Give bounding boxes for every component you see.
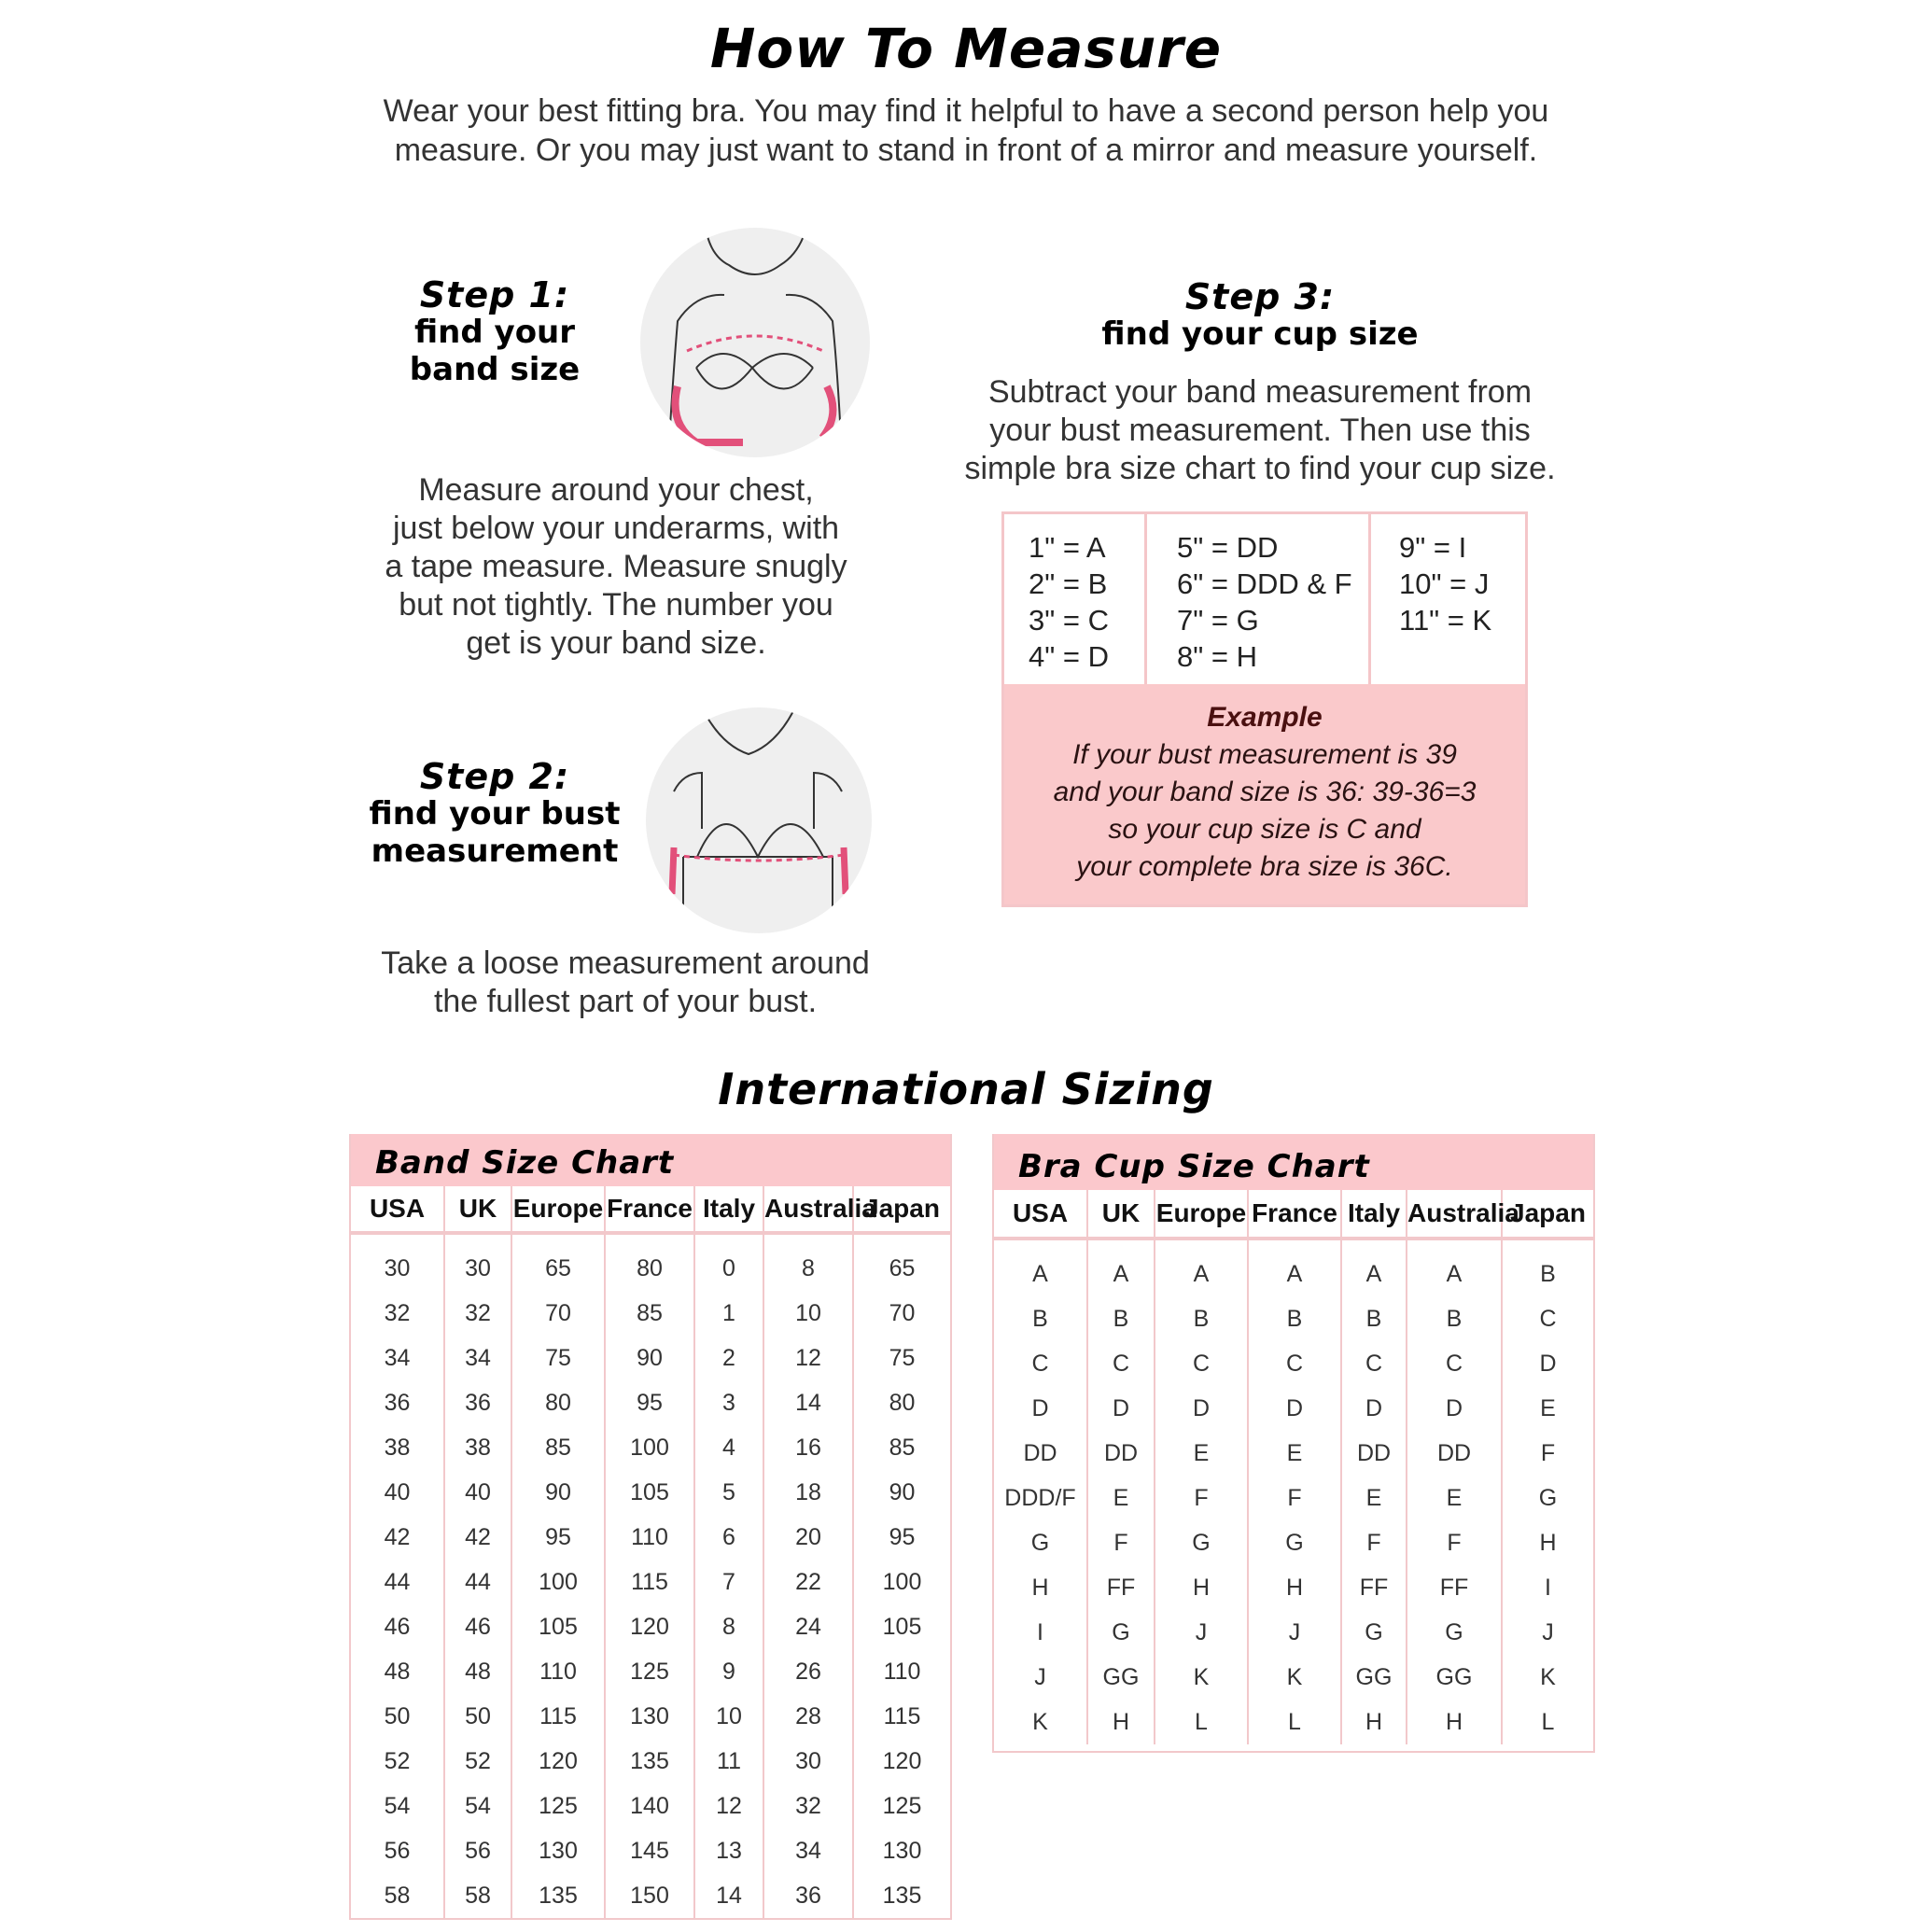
bust-measure-illustration (646, 707, 872, 933)
table-cell: 120 (511, 1739, 605, 1784)
table-cell: 2 (694, 1336, 763, 1380)
table-cell: 75 (853, 1336, 950, 1380)
table-cell: A (1155, 1252, 1248, 1296)
table-cell: F (1248, 1476, 1341, 1520)
column-header: Europe (1155, 1190, 1248, 1239)
table-cell: 130 (853, 1828, 950, 1873)
column-header: France (1248, 1190, 1341, 1239)
page-title: How To Measure (709, 17, 1223, 80)
table-cell: 145 (605, 1828, 694, 1873)
table-cell: H (1407, 1700, 1502, 1744)
table-cell: 3 (694, 1380, 763, 1425)
table-cell: J (1034, 1663, 1046, 1690)
table-cell: 105 (605, 1470, 694, 1515)
table-cell: G (1502, 1476, 1593, 1520)
table-cell: 34 (444, 1336, 511, 1380)
table-cell: 36 (444, 1380, 511, 1425)
table-cell: 80 (511, 1380, 605, 1425)
example-box: Example If your bust measurement is 39 and your band size is 36: 39-36=3 so your cup size is C and your complete bra size is 36C. (1004, 684, 1525, 904)
table-cell: J (1248, 1610, 1341, 1655)
table-cell: C (1087, 1341, 1155, 1386)
table-cell: F (1502, 1431, 1593, 1476)
table-cell: H (1155, 1565, 1248, 1610)
table-row (351, 1246, 950, 1291)
table-cell: A (1248, 1252, 1341, 1296)
column-header: Japan (1502, 1190, 1593, 1239)
table-cell: H (1087, 1700, 1155, 1744)
table-cell: A (1087, 1252, 1155, 1296)
table-cell: J (1155, 1610, 1248, 1655)
table-cell: B (1407, 1296, 1502, 1341)
table-row (351, 1694, 950, 1739)
table-cell: A (1032, 1260, 1048, 1287)
conversion-column: 5" = DD 6" = DDD & F 7" = G 8" = H (1144, 514, 1368, 684)
table-cell: 26 (763, 1649, 853, 1694)
table-cell: 14 (694, 1873, 763, 1918)
table-spacer (351, 1233, 950, 1246)
table-cell: C (1031, 1350, 1049, 1377)
cup-size-chart (992, 1134, 1595, 1753)
table-cell: D (1502, 1341, 1593, 1386)
table-cell: K (1248, 1655, 1341, 1700)
table-cell: H (1031, 1574, 1049, 1601)
table-row (994, 1520, 1593, 1565)
table-row (994, 1252, 1593, 1296)
table-cell: 10 (694, 1694, 763, 1739)
table-cell: L (1248, 1700, 1341, 1744)
table-row (351, 1604, 950, 1649)
table-cell: D (1087, 1386, 1155, 1431)
table-cell: 46 (444, 1604, 511, 1649)
step2-label: Step 2: (419, 756, 570, 797)
table-cell: B (1087, 1296, 1155, 1341)
table-cell: 50 (444, 1694, 511, 1739)
table-cell: 24 (763, 1604, 853, 1649)
table-cell: 7 (694, 1560, 763, 1604)
column-header: Italy (1341, 1190, 1407, 1239)
table-cell: 34 (384, 1344, 411, 1371)
table-cell: 150 (605, 1873, 694, 1918)
table-cell: 135 (853, 1873, 950, 1918)
table-cell: I (1502, 1565, 1593, 1610)
table-cell: 48 (384, 1658, 411, 1685)
step1-label: Step 1: (419, 274, 570, 315)
table-cell: 100 (605, 1425, 694, 1470)
table-row (994, 1296, 1593, 1341)
table-cell: G (1248, 1520, 1341, 1565)
step1-text: Measure around your chest, just below your underarms, with a tape measure. Measure snugly but not tightly. The number you get is your band size. (385, 472, 847, 661)
column-header: France (605, 1186, 694, 1233)
table-cell: G (1087, 1610, 1155, 1655)
table-cell: DD (1341, 1431, 1407, 1476)
table-cell: A (1341, 1252, 1407, 1296)
table-cell: F (1407, 1520, 1502, 1565)
table-cell: 9 (694, 1649, 763, 1694)
table-cell: 32 (763, 1784, 853, 1828)
table-cell: 50 (384, 1702, 411, 1729)
table-cell: J (1502, 1610, 1593, 1655)
table-cell: 135 (511, 1873, 605, 1918)
table-cell: 40 (384, 1478, 411, 1505)
table-cell: 54 (444, 1784, 511, 1828)
table-cell: 32 (384, 1299, 411, 1326)
table-cell: 80 (605, 1246, 694, 1291)
table-cell: 95 (853, 1515, 950, 1560)
table-cell: 56 (444, 1828, 511, 1873)
table-cell: 95 (511, 1515, 605, 1560)
table-cell: F (1155, 1476, 1248, 1520)
table-cell: 85 (853, 1425, 950, 1470)
cup-size-table (994, 1190, 1593, 1744)
step3-heading: Step 3: find your cup size (1027, 278, 1493, 353)
table-row (351, 1291, 950, 1336)
table-cell: H (1502, 1520, 1593, 1565)
table-cell: 28 (763, 1694, 853, 1739)
column-header: Italy (694, 1186, 763, 1233)
table-cell: 120 (853, 1739, 950, 1784)
table-cell: C (1155, 1341, 1248, 1386)
table-cell: 85 (605, 1291, 694, 1336)
column-header: USA (994, 1190, 1087, 1239)
table-cell: B (1032, 1305, 1048, 1332)
table-cell: 125 (853, 1784, 950, 1828)
table-cell: 130 (605, 1694, 694, 1739)
table-cell: 80 (853, 1380, 950, 1425)
conversion-column: 9" = I 10" = J 11" = K (1368, 514, 1525, 684)
table-cell: 30 (763, 1739, 853, 1784)
table-cell: 52 (384, 1747, 411, 1774)
table-cell: GG (1087, 1655, 1155, 1700)
table-cell: 105 (511, 1604, 605, 1649)
table-cell: 22 (763, 1560, 853, 1604)
intro-text: Wear your best fitting bra. You may find it helpful to have a second person help you measure. Or you may just want to stand in front of a mirror and measure yourself. (383, 93, 1549, 168)
band-measure-illustration (640, 228, 870, 457)
table-cell: E (1407, 1476, 1502, 1520)
table-row (351, 1515, 950, 1560)
table-cell: C (1248, 1341, 1341, 1386)
table-cell: D (1407, 1386, 1502, 1431)
table-row (351, 1380, 950, 1425)
table-cell: K (1032, 1708, 1048, 1735)
table-cell: 115 (605, 1560, 694, 1604)
table-cell: E (1155, 1431, 1248, 1476)
column-header: Australia (1407, 1190, 1502, 1239)
table-cell: K (1502, 1655, 1593, 1700)
table-cell: 42 (384, 1523, 411, 1550)
table-cell: GG (1341, 1655, 1407, 1700)
table-cell: 4 (694, 1425, 763, 1470)
table-cell: 110 (605, 1515, 694, 1560)
table-row (994, 1610, 1593, 1655)
table-cell: 8 (694, 1604, 763, 1649)
table-cell: 100 (511, 1560, 605, 1604)
table-cell: B (1248, 1296, 1341, 1341)
table-cell: 100 (853, 1560, 950, 1604)
table-cell: 120 (605, 1604, 694, 1649)
table-cell: 105 (853, 1604, 950, 1649)
table-cell: 20 (763, 1515, 853, 1560)
table-cell: H (1341, 1700, 1407, 1744)
table-cell: 58 (444, 1873, 511, 1918)
table-cell: D (1341, 1386, 1407, 1431)
table-cell: 44 (384, 1568, 411, 1595)
table-cell: 10 (763, 1291, 853, 1336)
column-header: Japan (853, 1186, 950, 1233)
table-cell: I (1037, 1618, 1043, 1645)
table-cell: G (1155, 1520, 1248, 1565)
table-cell: 16 (763, 1425, 853, 1470)
table-cell: 115 (853, 1694, 950, 1739)
table-cell: D (1031, 1394, 1049, 1421)
table-cell: 46 (384, 1613, 411, 1640)
table-cell: L (1155, 1700, 1248, 1744)
table-cell: 110 (511, 1649, 605, 1694)
table-cell: 90 (511, 1470, 605, 1515)
table-cell: D (1248, 1386, 1341, 1431)
table-cell: 36 (384, 1389, 411, 1416)
table-cell: C (1341, 1341, 1407, 1386)
table-cell: C (1407, 1341, 1502, 1386)
table-cell: E (1087, 1476, 1155, 1520)
table-cell: 8 (763, 1246, 853, 1291)
table-cell: 58 (384, 1882, 411, 1909)
table-cell: F (1341, 1520, 1407, 1565)
table-cell: G (1341, 1610, 1407, 1655)
table-cell: FF (1341, 1565, 1407, 1610)
international-sizing-title: International Sizing (718, 1064, 1214, 1114)
column-header: Australia (763, 1186, 853, 1233)
table-cell: 75 (511, 1336, 605, 1380)
table-cell: DDD/F (1004, 1484, 1076, 1511)
band-size-chart (349, 1134, 952, 1920)
step3-label: Step 3: (1184, 276, 1336, 317)
table-cell: DD (1023, 1439, 1057, 1466)
table-cell: 36 (763, 1873, 853, 1918)
table-cell: 85 (511, 1425, 605, 1470)
table-cell: 11 (694, 1739, 763, 1784)
band-size-chart-title: Band Size Chart (351, 1134, 950, 1186)
table-cell: 1 (694, 1291, 763, 1336)
table-cell: 48 (444, 1649, 511, 1694)
table-cell: 38 (384, 1434, 411, 1461)
table-cell: 90 (853, 1470, 950, 1515)
table-cell: 42 (444, 1515, 511, 1560)
table-cell: 65 (853, 1246, 950, 1291)
table-row (351, 1828, 950, 1873)
table-cell: 40 (444, 1470, 511, 1515)
table-cell: DD (1087, 1431, 1155, 1476)
table-row (351, 1739, 950, 1784)
table-cell: DD (1407, 1431, 1502, 1476)
table-cell: FF (1087, 1565, 1155, 1610)
table-cell: 6 (694, 1515, 763, 1560)
table-row (351, 1425, 950, 1470)
table-row (994, 1476, 1593, 1520)
table-cell: 12 (694, 1784, 763, 1828)
table-cell: 34 (763, 1828, 853, 1873)
column-header: UK (1087, 1190, 1155, 1239)
table-row (994, 1386, 1593, 1431)
table-row (351, 1560, 950, 1604)
table-row (351, 1336, 950, 1380)
column-header: Europe (511, 1186, 605, 1233)
table-row (994, 1431, 1593, 1476)
table-cell: 32 (444, 1291, 511, 1336)
table-cell: FF (1407, 1565, 1502, 1610)
table-cell: 30 (444, 1246, 511, 1291)
table-row (994, 1565, 1593, 1610)
table-row (351, 1873, 950, 1918)
table-row (994, 1655, 1593, 1700)
step1-heading: Step 1: find your band size (392, 276, 597, 388)
table-cell: 54 (384, 1792, 411, 1819)
table-cell: 125 (605, 1649, 694, 1694)
table-cell: 110 (853, 1649, 950, 1694)
table-spacer (994, 1239, 1593, 1252)
table-cell: B (1502, 1252, 1593, 1296)
cup-size-chart-title: Bra Cup Size Chart (994, 1134, 1593, 1190)
band-size-table (351, 1186, 950, 1918)
table-cell: 115 (511, 1694, 605, 1739)
table-cell: 12 (763, 1336, 853, 1380)
table-row (994, 1700, 1593, 1744)
table-cell: B (1155, 1296, 1248, 1341)
table-cell: 70 (511, 1291, 605, 1336)
table-cell: 52 (444, 1739, 511, 1784)
table-cell: E (1502, 1386, 1593, 1431)
column-header: UK (444, 1186, 511, 1233)
table-cell: B (1341, 1296, 1407, 1341)
table-cell: G (1030, 1529, 1050, 1556)
table-cell: L (1502, 1700, 1593, 1744)
table-cell: 135 (605, 1739, 694, 1784)
table-cell: C (1502, 1296, 1593, 1341)
table-cell: 30 (384, 1254, 411, 1281)
cup-conversion-chart (1001, 511, 1528, 907)
table-cell: 70 (853, 1291, 950, 1336)
table-cell: E (1248, 1431, 1341, 1476)
table-row (351, 1784, 950, 1828)
table-cell: A (1407, 1252, 1502, 1296)
table-cell: 0 (694, 1246, 763, 1291)
step3-text: Subtract your band measurement from your bust measurement. Then use this simple bra size chart to find your cup size. (964, 374, 1556, 486)
table-cell: H (1248, 1565, 1341, 1610)
example-title: Example (1207, 702, 1323, 733)
table-row (351, 1470, 950, 1515)
table-cell: K (1155, 1655, 1248, 1700)
table-cell: 95 (605, 1380, 694, 1425)
table-cell: 38 (444, 1425, 511, 1470)
table-cell: GG (1407, 1655, 1502, 1700)
column-header: USA (351, 1186, 444, 1233)
table-cell: 5 (694, 1470, 763, 1515)
table-cell: 140 (605, 1784, 694, 1828)
table-cell: F (1087, 1520, 1155, 1565)
table-cell: 130 (511, 1828, 605, 1873)
table-cell: 56 (384, 1837, 411, 1864)
table-cell: 44 (444, 1560, 511, 1604)
table-cell: 18 (763, 1470, 853, 1515)
table-cell: 90 (605, 1336, 694, 1380)
table-cell: D (1155, 1386, 1248, 1431)
table-cell: 65 (511, 1246, 605, 1291)
table-row (351, 1649, 950, 1694)
table-cell: E (1341, 1476, 1407, 1520)
table-row (994, 1341, 1593, 1386)
step2-text: Take a loose measurement around the fullest part of your bust. (381, 945, 870, 1019)
step2-heading: Step 2: find your bust measurement (355, 758, 635, 870)
table-cell: 13 (694, 1828, 763, 1873)
table-cell: 125 (511, 1784, 605, 1828)
table-cell: 14 (763, 1380, 853, 1425)
table-cell: G (1407, 1610, 1502, 1655)
conversion-column: 1" = A 2" = B 3" = C 4" = D (1029, 531, 1109, 673)
